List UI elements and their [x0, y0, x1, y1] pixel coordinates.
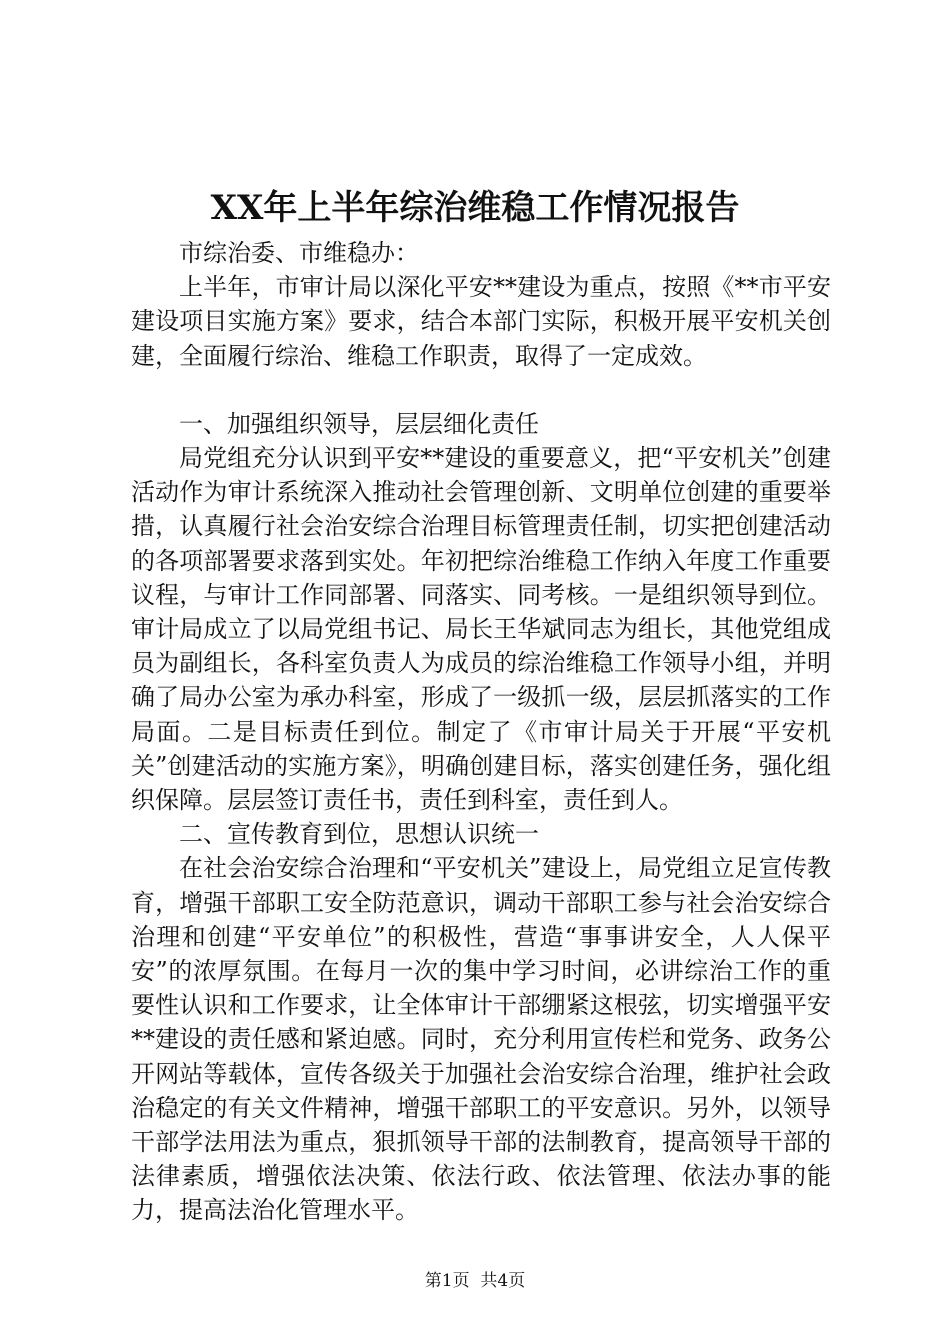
document-body — [131, 236, 831, 1228]
section-2-paragraph: 在社会治安综合治理和“平安机关”建设上，局党组立足宣传教育，增强干部职工安全防范意识，调动干部职工参与社会治安综合治理和创建“平安单位”的积极性，营造“事事讲安全，人人保平安”的浓厚氛围。在每月一次的集中学习时间，必讲综治工作的重要性认识和工作要求，让全体审计干部绷紧这根弦，切实增强平安**建设的责任感和紧迫感。同时，充分利用宣传栏和党务、政务公开网站等载体，宣传各级关于加强社会治安综合治理，维护社会政治稳定的有关文件精神，增强干部职工的平安意识。另外，以领导干部学法用法为重点，狠抓领导干部的法制教育，提高领导干部的法律素质，增强依法决策、依法行政、依法管理、依法办事的能力，提高法治化管理水平。 — [131, 854, 831, 1225]
intro-paragraph: 上半年，市审计局以深化平安**建设为重点，按照《**市平安建设项目实施方案》要求，结合本部门实际，积极开展平安机关创建，全面履行综治、维稳工作职责，取得了一定成效。 — [131, 273, 831, 370]
section-1-paragraph: 局党组充分认识到平安**建设的重要意义，把“平安机关”创建活动作为审计系统深入推动社会管理创新、文明单位创建的重要举措，认真履行社会治安综合治理目标管理责任制，切实把创建活动的各项部署要求落到实处。年初把综治维稳工作纳入年度工作重要议程，与审计工作同部署、同落实、同考核。一是组织领导到位。审计局成立了以局党组书记、局长王华斌同志为组长，其他党组成员为副组长，各科室负责人为成员的综治维稳工作领导小组，并明确了局办公室为承办科室，形成了一级抓一级，层层抓落实的工作局面。二是目标责任到位。制定了《市审计局关于开展“平安机关”创建活动的实施方案》，明确创建目标，落实创建任务，强化组织保障。层层签订责任书，责任到科室，责任到人。 — [131, 444, 831, 815]
section-1-heading: 一、加强组织领导，层层细化责任 — [179, 409, 539, 438]
paragraph-gap — [131, 373, 831, 407]
page-footer: 第1页 共4页 — [424, 1271, 526, 1291]
salutation: 市综治委、市维稳办： — [179, 239, 419, 267]
section-2-heading: 二、宣传教育到位，思想认识统一 — [179, 820, 539, 849]
document-title: XX年上半年综治维稳工作情况报告 — [210, 188, 740, 228]
